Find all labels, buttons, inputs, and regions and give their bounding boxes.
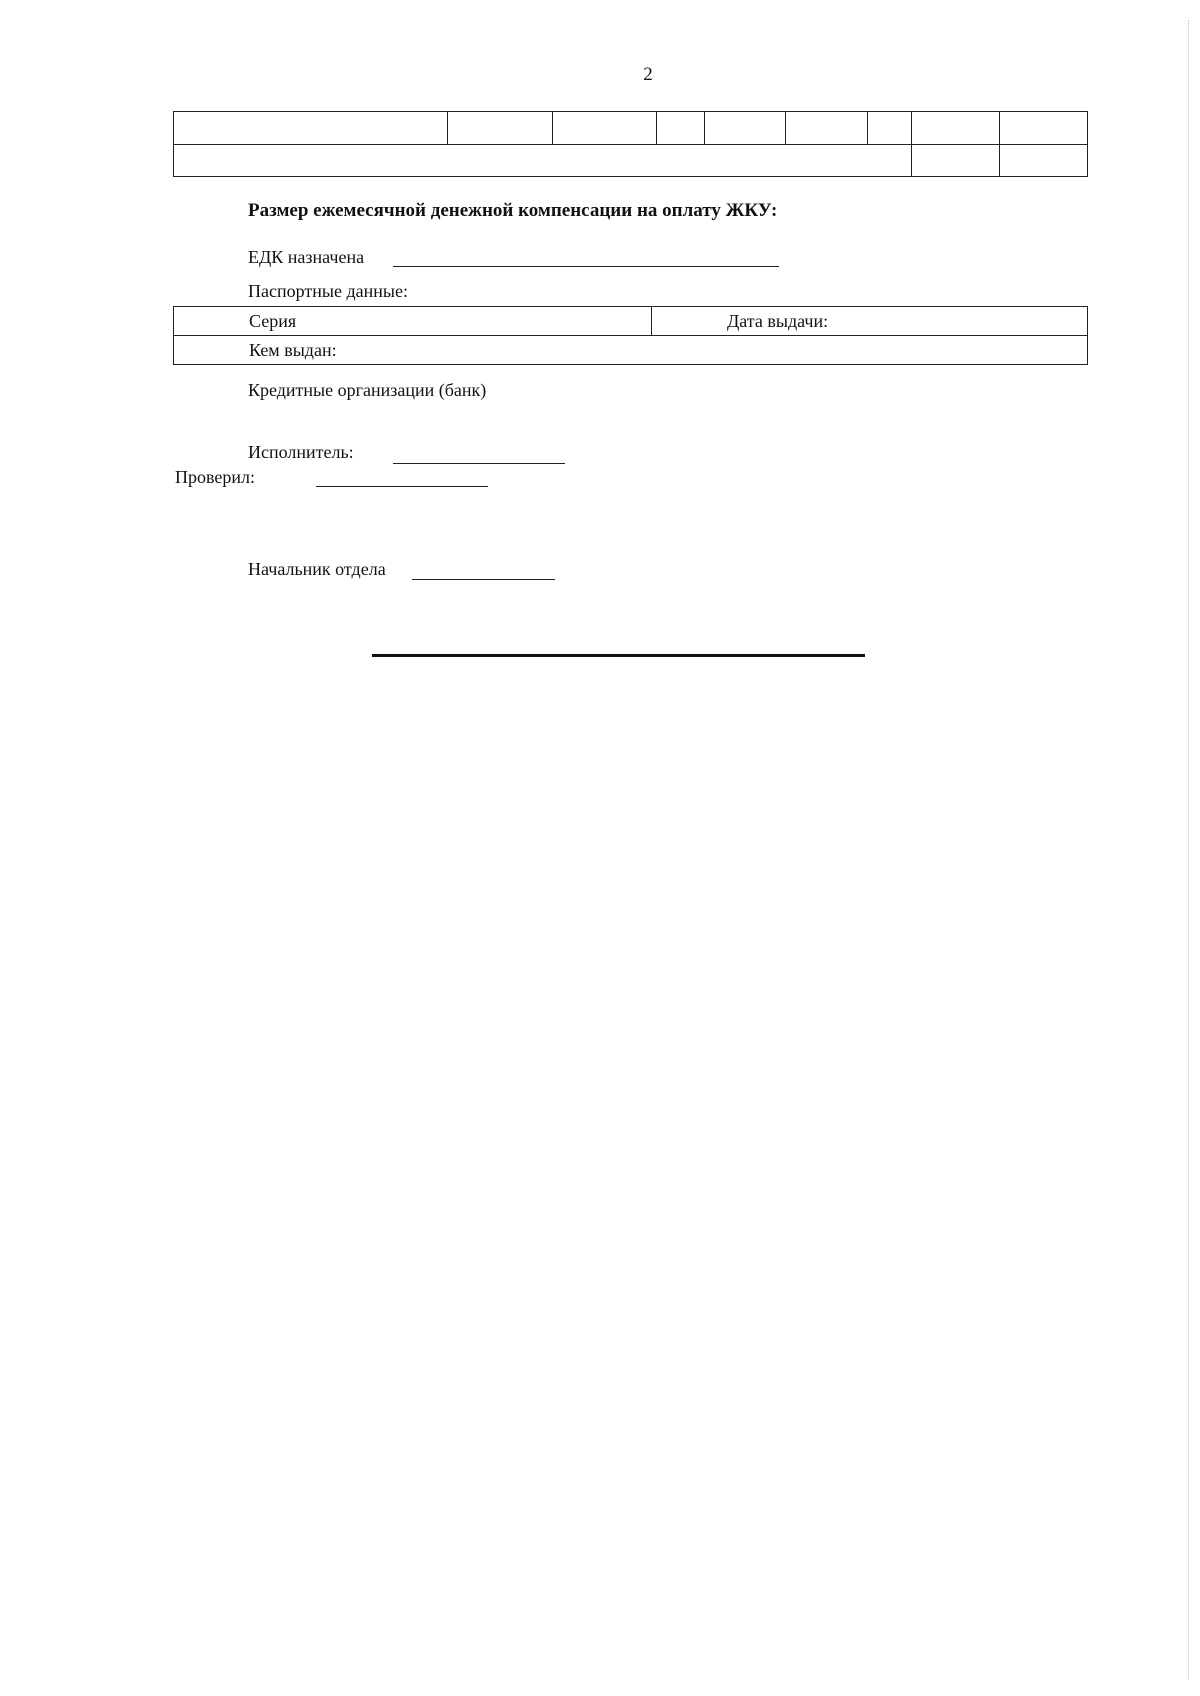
table-cell	[868, 112, 912, 145]
table-cell	[657, 112, 705, 145]
passport-table	[173, 306, 1088, 365]
table-row	[174, 307, 1088, 336]
table-cell	[448, 112, 553, 145]
table-cell	[1000, 144, 1088, 177]
issue-date-label: Дата выдачи:	[727, 310, 829, 331]
section-heading: Размер ежемесячной денежной компенсации на оплату ЖКУ:	[248, 200, 778, 221]
executor-label: Исполнитель:	[248, 442, 354, 462]
table-cell	[705, 112, 786, 145]
continuation-table	[173, 111, 1088, 177]
edk-blank-line[interactable]	[393, 266, 779, 267]
bank-label: Кредитные организации (банк)	[248, 380, 487, 400]
series-label: Серия	[249, 310, 297, 331]
table-cell	[912, 112, 1000, 145]
end-of-document-rule	[372, 654, 865, 657]
passport-series-cell[interactable]	[174, 307, 652, 336]
checked-signature-line[interactable]	[316, 486, 488, 487]
head-label: Начальник отдела	[248, 559, 386, 579]
table-cell	[553, 112, 657, 145]
passport-title: Паспортные данные:	[248, 281, 408, 301]
edk-label: ЕДК назначена	[248, 247, 365, 267]
table-cell	[174, 112, 448, 145]
passport-issued-by-cell[interactable]	[174, 336, 1088, 365]
table-row	[174, 112, 1088, 145]
table-row	[174, 336, 1088, 365]
table-cell	[174, 144, 912, 177]
table-cell	[786, 112, 868, 145]
table-row	[174, 144, 1088, 177]
page-number: 2	[643, 64, 653, 85]
scan-edge-artifact	[1188, 20, 1189, 1680]
table-cell	[1000, 112, 1088, 145]
executor-signature-line[interactable]	[393, 463, 565, 464]
table-cell	[912, 144, 1000, 177]
head-signature-line[interactable]	[412, 579, 555, 580]
issued-by-label: Кем выдан:	[249, 339, 337, 360]
checked-label: Проверил:	[175, 467, 255, 487]
passport-issue-date-cell[interactable]	[652, 307, 1088, 336]
